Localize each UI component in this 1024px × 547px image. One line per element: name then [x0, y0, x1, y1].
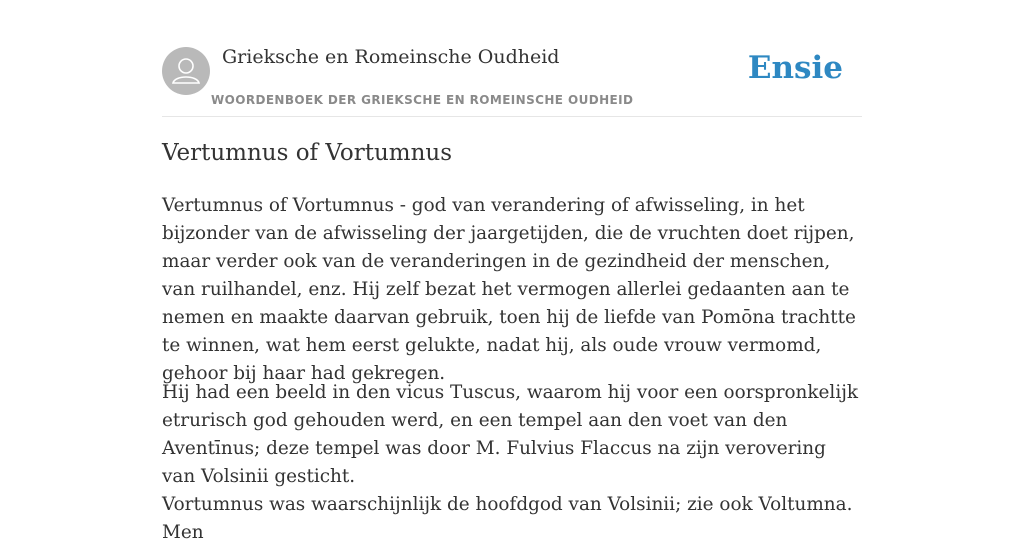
entry-paragraph: Hij had een beeld in den vicus Tuscus, waarom hij voor een oorspronkelijk etrurisch god gehouden werd, en een tempel aan den voet van den Aventīnus; deze tempel was door M. Fulvius Flaccus na zijn verovering van Volsinii gesticht.	[162, 382, 859, 487]
book-title-link[interactable]: Grieksche en Romeinsche Oudheid	[222, 46, 560, 68]
user-icon	[162, 47, 210, 95]
entry-title: Vertumnus of Vortumnus	[162, 140, 453, 166]
ensie-logo[interactable]: Ensie	[747, 50, 843, 86]
avatar[interactable]	[162, 47, 210, 95]
header	[162, 0, 862, 117]
entry-paragraph: Vortumnus was waarschijnlijk de hoofdgod van Volsinii; zie ook Voltumna. Men	[162, 494, 853, 543]
page	[162, 0, 862, 543]
entry-paragraph: Vertumnus of Vortumnus - god van verandering of afwisseling, in het bijzonder van de afwisseling der jaargetijden, die de vruchten doet rijpen, maar verder ook van de veranderingen in de gezindheid der menschen, van ruilhandel, enz. Hij zelf bezat het vermogen allerlei gedaanten aan te nemen en maakte daarvan gebruik, toen hij de liefde van Pomōna trachtte te winnen, wat hem eerst gelukte, nadat hij, als oude vrouw vermomd, gehoor bij haar had gekregen.	[162, 195, 856, 384]
book-subtitle: WOORDENBOEK DER GRIEKSCHE EN ROMEINSCHE OUDHEID	[211, 93, 634, 107]
